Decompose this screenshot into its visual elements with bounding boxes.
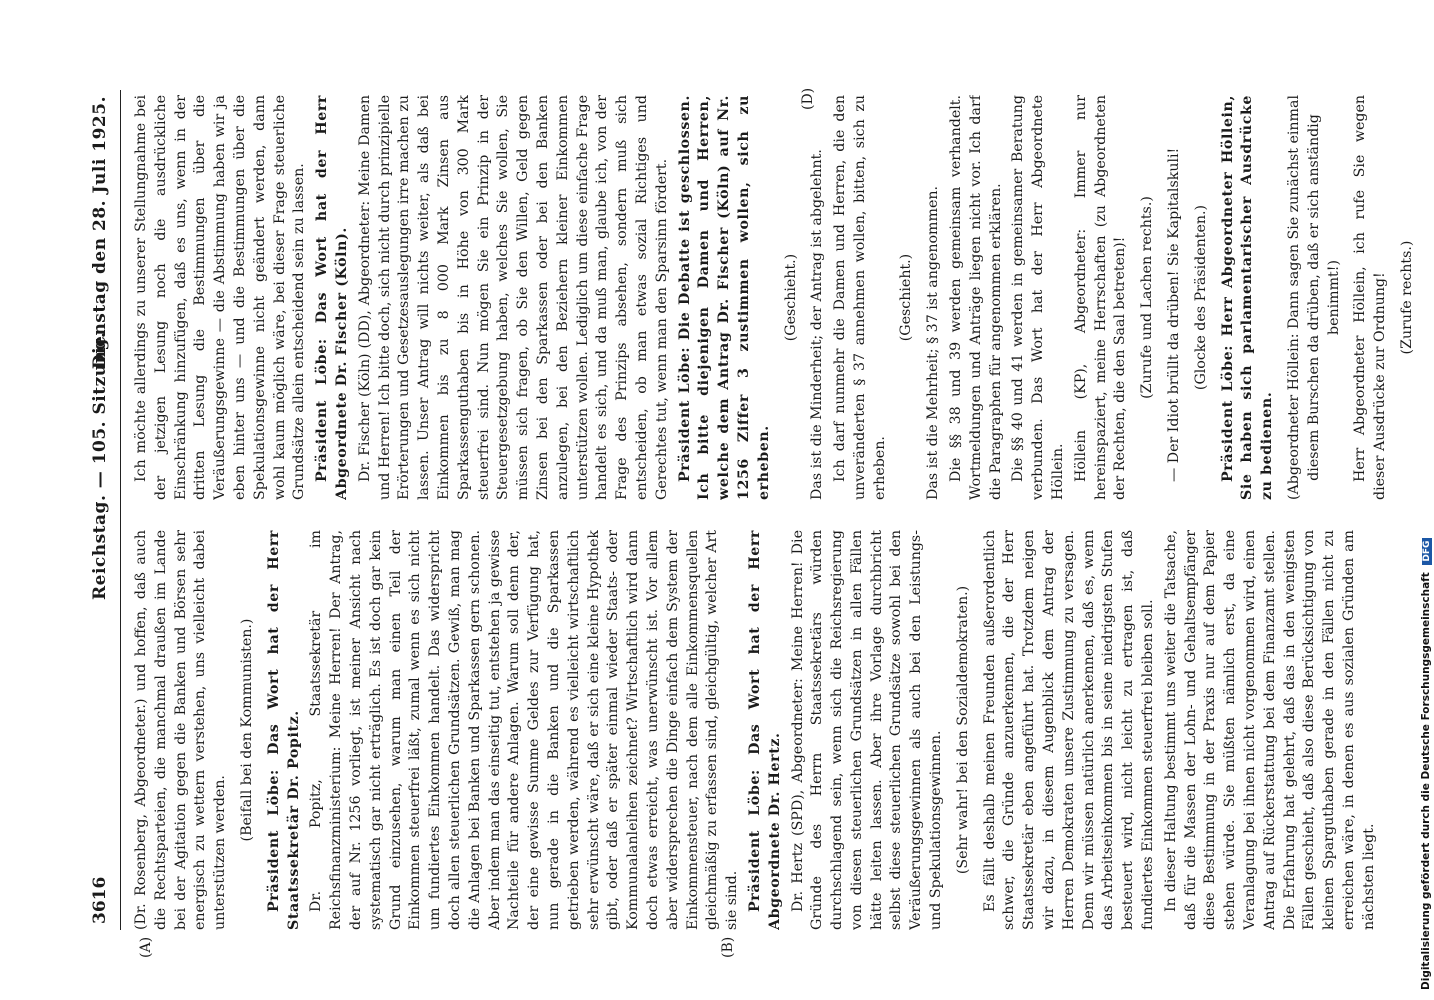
paragraph: Die §§ 40 und 41 werden in gemeinsamer Beratung verbunden. Das Wort hat der Herr Abgeordnete Höllein. xyxy=(1010,95,1067,500)
interjection: (Zurufe rechts.) xyxy=(1399,240,1416,355)
interjection: (Sehr wahr! bei den Sozialdemokraten.) xyxy=(954,585,971,875)
paragraph: Das ist die Mehrheit; § 37 ist angenommen. xyxy=(925,186,942,500)
page-header xyxy=(80,90,121,930)
interjection: (Zurufe und Lachen rechts.) xyxy=(1139,196,1156,399)
digitization-credit xyxy=(1420,10,1434,990)
right-column xyxy=(132,95,1422,500)
credit-text: Digitalisierung gefördert durch die Deutsche Forschungsgemeinschaft xyxy=(1420,572,1432,990)
interjection: (Abgeordneter Höllein: Dann sagen Sie zunächst einmal diesem Burschen da drüben, daß er sich anständig benimmt!) xyxy=(1286,95,1342,500)
session-title: Reichstag. — 105. Sitzung. xyxy=(90,331,110,600)
paragraph: Herr Abgeordneter Höllein, ich rufe Sie wegen dieser Ausdrücke zur Ordnung! xyxy=(1352,95,1389,500)
dfg-logo-badge: DFG xyxy=(1422,538,1432,565)
margin-marker-a: (A) xyxy=(138,936,154,958)
paragraph: Dr. Popitz, Staatssekretär im Reichsfinanzministerium: Meine Herren! Der Antrag, der auf Nr. 1256 vorliegt, ist meiner Ansicht nach systematisch gar nicht erträglich. Es ist doch gar kein Grund einzusehen, warum man einen Teil der Einkommen steuerfrei läßt, zumal wenn es sich nicht um fundiertes Einkommen handelt. Das widerspricht doch allen steuerlichen Grundsätzen. Gewiß, man mag die Anlagen bei Banken und Sparkassen gern schonen. Aber indem man das einseitig tut, entstehen ja gewisse Nachteile für andere Anlagen. Warum soll denn der, der eine gewisse Summe Geldes zur Verfügung hat, nun gerade in die Banken und die Sparkassen getrieben werden, während es vielleicht wirtschaftlich sehr erwünscht wäre, daß er sich eine kleine Hypothek gibt, oder daß er später einmal wieder Staats- oder Kommunalanleihen zeichnet? Wirtschaftlich wird dann doch etwas erreicht, was unerwünscht ist. Vor allem aber widersprechen die Dinge einfach dem System der Einkommensteuer, nach dem alle Einkommensquellen gleichmäßig zu erfassen sind, gleichgültig, welcher Art sie sind. xyxy=(308,530,741,930)
paragraph: (Dr. Rosenberg, Abgeordneter.) und hoffen, daß auch die Rechtsparteien, die manchmal draußen im Lande bei der Agitation gegen die Banken und Börsen sehr energisch zu wettern verstehen, uns vielleicht dabei unterstützen werden. xyxy=(133,530,229,930)
paragraph: In dieser Haltung bestimmt uns weiter die Tatsache, daß für die Massen der Lohn- und Gehaltsempfänger diese Bestimmung in der Praxis nur auf dem Papier stehen würde. Sie müßten nämlich erst, da eine Veranlagung bei ihnen nicht vorgenommen wird, einen Antrag auf Rückerstattung bei dem Finanzamt stellen. Die Erfahrung hat gelehrt, daß das in den wenigsten Fällen geschieht, daß also diese Berücksichtigung von kleinen Sparguthaben gerade in den Fällen nicht zu erreichen wäre, in denen es aus sozialen Gründen am nächsten liegt. xyxy=(1162,530,1377,930)
speaker-line: Präsident Löbe: Das Wort hat der Herr Staatssekretär Dr. Popitz. xyxy=(265,530,302,930)
margin-marker-b: (B) xyxy=(720,936,736,958)
interjection: (Glocke des Präsidenten.) xyxy=(1192,204,1209,391)
paragraph: Ich darf nunmehr die Damen und Herren, die den unveränderten § 37 annehmen wollen, bitten, sich zu erheben. xyxy=(832,95,888,500)
speaker-line: Präsident Löbe: Herr Abgeordneter Höllein, Sie haben sich parlamentarischer Ausdrücke zu bedienen. xyxy=(1219,95,1276,500)
paragraph: Ich möchte allerdings zu unserer Stellungnahme bei der jetzigen Lesung noch die ausdrückliche Einschränkung hinzufügen, daß es uns, wenn in der dritten Lesung die Bestimmungen über die Veräußerungsgewinne — die Abstimmung haben wir ja eben hinter uns — und die Bestimmungen über die Spekulationsgewinne nicht geändert werden, dann wohl kaum möglich wäre, bei dieser Frage steuerliche Grundsätze allein entscheidend sein zu lassen. xyxy=(133,95,308,500)
left-column xyxy=(132,530,1422,930)
paragraph: Dr. Fischer (Köln) (DD), Abgeordneter: Meine Damen und Herren! Ich bitte doch, sich nicht durch prinzipielle Erörterungen und Gesetzesauslegungen irre machen zu lassen. Unser Antrag will nichts weiter, als daß bei Einkommen bis zu 8 000 Mark Zinsen aus Sparkassenguthaben bis in Höhe von 300 Mark steuerfrei sind. Nun mögen Sie ein Prinzip in der Steuergesetzgebung haben, welches Sie wollen, Sie müssen sich fragen, ob Sie den Willen, Geld gegen Zinsen bei den Sparkassen oder bei den Banken anzulegen, bei den Beziehern kleiner Einkommen unterstützen wollen. Lediglich um diese einfache Frage handelt es sich, und da muß man, glaube ich, von der Frage des Prinzips absehen, sondern muß sich entscheiden, ob man etwas sozial Richtiges und Gerechtes tut, wenn man den Sparsinn fördert. xyxy=(356,95,670,500)
speaker-line: Präsident Löbe: Die Debatte ist geschlossen. Ich bitte diejenigen Damen und Herren, welche dem Antrag Dr. Fischer (Köln) auf Nr. 1256 Ziffer 3 zustimmen wollen, sich zu erheben. xyxy=(676,95,772,500)
paragraph: Höllein (KP), Abgeordneter: Immer nur hereinspaziert, meine Herrschaften (zu Abgeordneten der Rechten, die den Saal betreten)! xyxy=(1072,95,1129,500)
paragraph: Die §§ 38 und 39 werden gemeinsam verhandelt. Wortmeldungen und Anträge liegen nicht vor. Ich darf die Paragraphen für angenommen erklären. xyxy=(948,95,1004,500)
interjection: (Beifall bei den Kommunisten.) xyxy=(238,618,255,842)
interjection: (Geschieht.) xyxy=(898,253,915,342)
session-date: Dienstag den 28. Juli 1925. xyxy=(90,96,110,370)
paragraph: — Der Idiot brüllt da drüben! Sie Kapitalskuli! xyxy=(1166,147,1183,482)
speaker-line: Präsident Löbe: Das Wort hat der Herr Abgeordnete Dr. Fischer (Köln). xyxy=(314,95,350,500)
rotated-document-page xyxy=(80,87,1434,958)
paragraph: Dr. Hertz (SPD), Abgeordneter: Meine Herren! Die Gründe des Herrn Staatssekretärs würden durchschlagend sein, wenn sich die Reichsregierung von diesen steuerlichen Grundsätzen in allen Fällen hätte leiten lassen. Aber ihre Vorlage durchbricht selbst diese steuerlichen Grundsätze sowohl bei den Veräußerungsgewinnen als auch bei den Leistungs- und Spekulationsgewinnen. xyxy=(789,530,945,930)
margin-marker-d: (D) xyxy=(800,87,816,110)
paragraph: Es fällt deshalb meinen Freunden außerordentlich schwer, die Gründe anzuerkennen, die der Herr Staatssekretär eben angeführt hat. Trotzdem neigen wir dazu, in diesem Augenblick dem Antrag der Herren Demokraten unsere Zustimmung zu versagen. Denn wir müssen natürlich anerkennen, daß es, wenn das Arbeitseinkommen bis in seine niedrigsten Stufen besteuert wird, nicht leicht zu ertragen ist, daß fundiertes Einkommen steuerfrei bleiben soll. xyxy=(981,530,1157,930)
paragraph: Das ist die Minderheit; der Antrag ist abgelehnt. xyxy=(809,149,826,500)
speaker-line: Präsident Löbe: Das Wort hat der Herr Abgeordnete Dr. Hertz. xyxy=(746,530,783,930)
page-number: 3616 xyxy=(90,876,110,924)
interjection: (Geschieht.) xyxy=(782,253,799,342)
